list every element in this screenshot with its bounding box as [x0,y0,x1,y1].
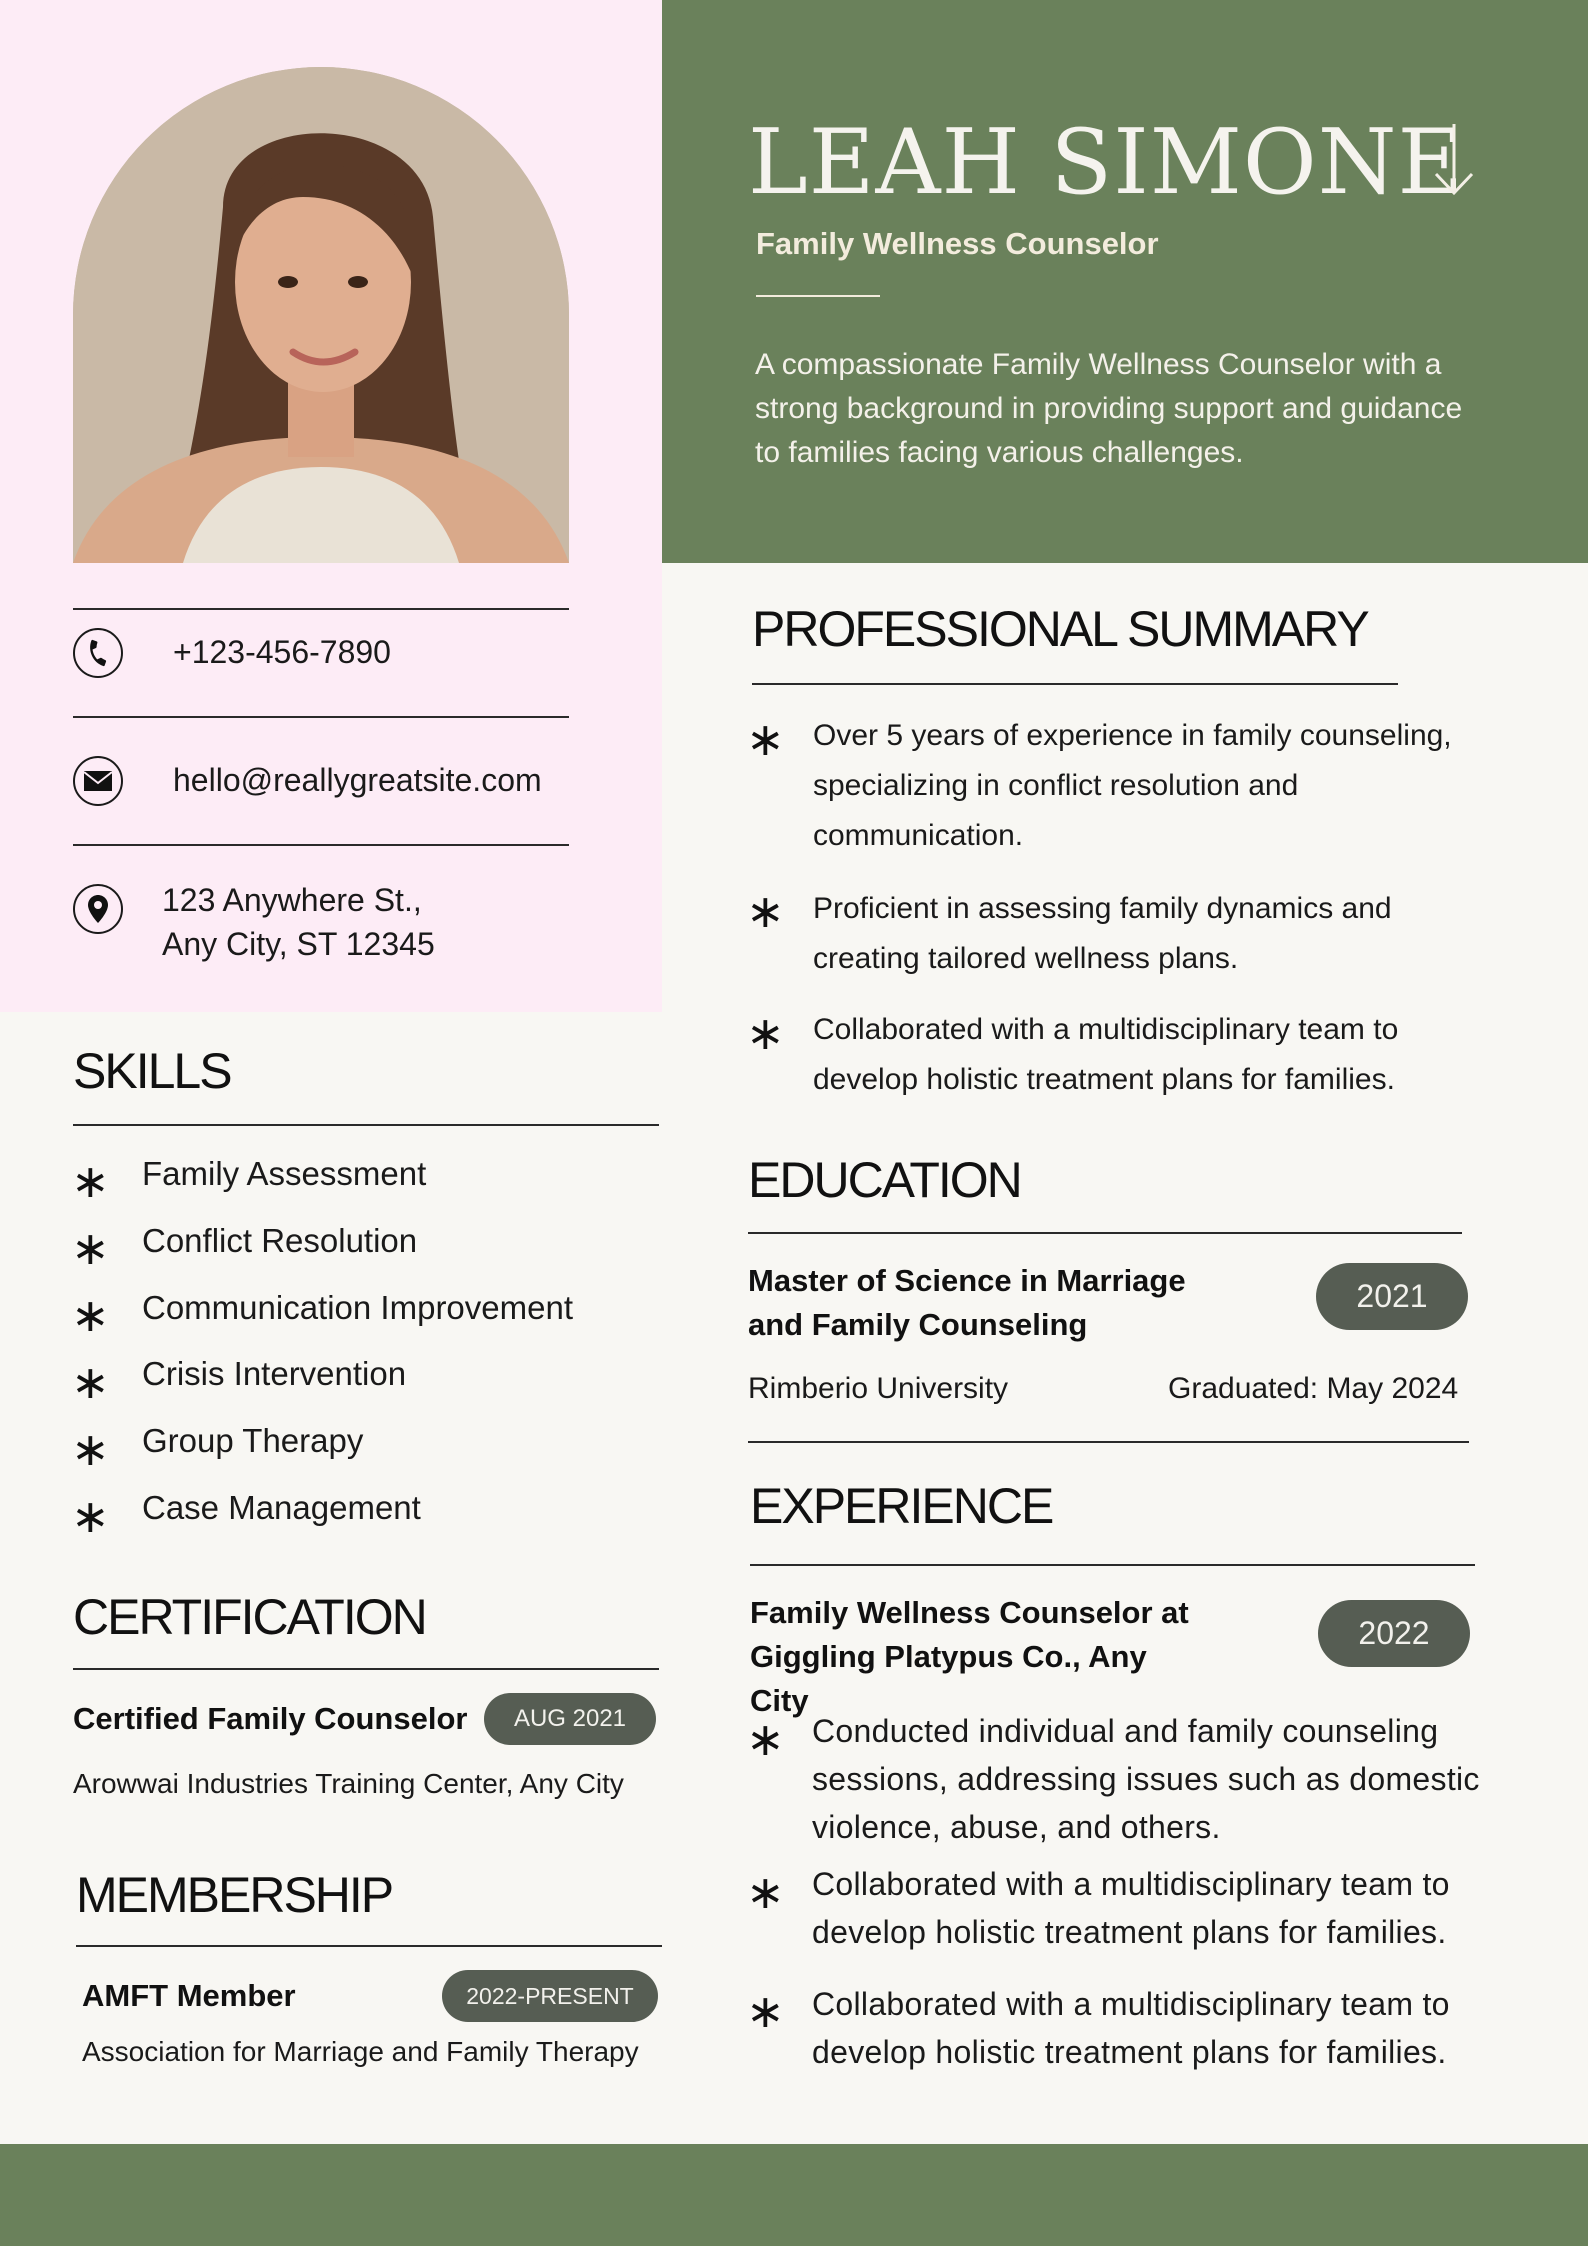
header-background [662,0,1588,563]
experience-item: Collaborated with a multidisciplinary team to develop holistic treatment plans for families. [812,1866,1450,1950]
certification-issuer: Arowwai Industries Training Center, Any City [73,1768,624,1799]
email-address[interactable]: hello@reallygreatsite.com [173,762,542,798]
phone-icon [73,628,123,678]
phone-number[interactable]: +123-456-7890 [173,634,391,670]
asterisk-icon: ∗ [746,1865,785,1919]
certification-heading: CERTIFICATION [73,1589,426,1645]
summary-item: Collaborated with a multidisciplinary team to develop holistic treatment plans for families. [813,1013,1399,1096]
membership-heading: MEMBERSHIP [76,1867,393,1923]
skills-heading: SKILLS [73,1043,231,1099]
experience-item: Conducted individual and family counseling sessions, addressing issues such as domestic violence, abuse, and others. [812,1713,1480,1845]
address-line1: 123 Anywhere St., [162,882,422,918]
asterisk-icon: ∗ [746,1984,785,2038]
footer-band [0,2144,1588,2246]
skill-item: Communication Improvement [142,1289,573,1326]
membership-organization: Association for Marriage and Family Therapy [82,2036,639,2067]
skill-item: Conflict Resolution [142,1222,418,1259]
candidate-name: LEAH SIMONE [748,110,1465,215]
divider [748,1232,1462,1234]
asterisk-icon: ∗ [71,1489,110,1543]
divider [76,1945,662,1947]
asterisk-icon: ∗ [746,1712,785,1766]
certification-date-badge: AUG 2021 [484,1693,656,1745]
divider [73,1124,659,1126]
summary-item: Proficient in assessing family dynamics and creating tailored wellness plans. [813,892,1392,975]
divider [73,844,569,846]
experience-year-badge: 2022 [1318,1600,1470,1667]
divider [750,1564,1475,1566]
asterisk-icon: ∗ [71,1221,110,1275]
divider [752,683,1398,685]
address-line2: Any City, ST 12345 [162,926,435,962]
header-divider [756,295,880,297]
divider [73,1668,659,1670]
divider [73,716,569,718]
summary-heading: PROFESSIONAL SUMMARY [752,601,1368,657]
skill-item: Case Management [142,1489,421,1526]
education-degree: Master of Science in Marriage and Family Counseling [748,1263,1186,1342]
skill-item: Group Therapy [142,1422,364,1459]
asterisk-icon: ∗ [71,1422,110,1476]
location-pin-icon [73,884,123,934]
education-heading: EDUCATION [748,1152,1021,1208]
asterisk-icon: ∗ [71,1355,110,1409]
skill-item: Family Assessment [142,1155,427,1192]
divider [748,1441,1469,1443]
job-title: Family Wellness Counselor [756,226,1159,261]
intro-text: A compassionate Family Wellness Counselor with a strong background in providing support and guidance to families facing various challenges. [755,348,1463,469]
experience-item: Collaborated with a multidisciplinary team to develop holistic treatment plans for families. [812,1986,1450,2070]
membership-period-badge: 2022-PRESENT [442,1970,658,2022]
envelope-icon [73,756,123,806]
certification-title: Certified Family Counselor [73,1701,468,1736]
education-year-badge: 2021 [1316,1263,1468,1330]
asterisk-icon: ∗ [746,1006,785,1060]
skill-item: Crisis Intervention [142,1355,407,1392]
education-school: Rimberio University [748,1372,1009,1405]
experience-role: Family Wellness Counselor at Giggling Platypus Co., Any City [750,1595,1189,1718]
profile-photo [73,67,569,563]
experience-heading: EXPERIENCE [750,1478,1053,1534]
divider [73,608,569,610]
asterisk-icon: ∗ [746,884,785,938]
asterisk-icon: ∗ [71,1288,110,1342]
membership-title: AMFT Member [82,1978,296,2013]
arrow-down-icon [1432,122,1476,196]
education-graduated: Graduated: May 2024 [1168,1372,1459,1405]
asterisk-icon: ∗ [71,1154,110,1208]
summary-item: Over 5 years of experience in family counseling, specializing in conflict resolution and communication. [813,719,1452,852]
asterisk-icon: ∗ [746,712,785,766]
